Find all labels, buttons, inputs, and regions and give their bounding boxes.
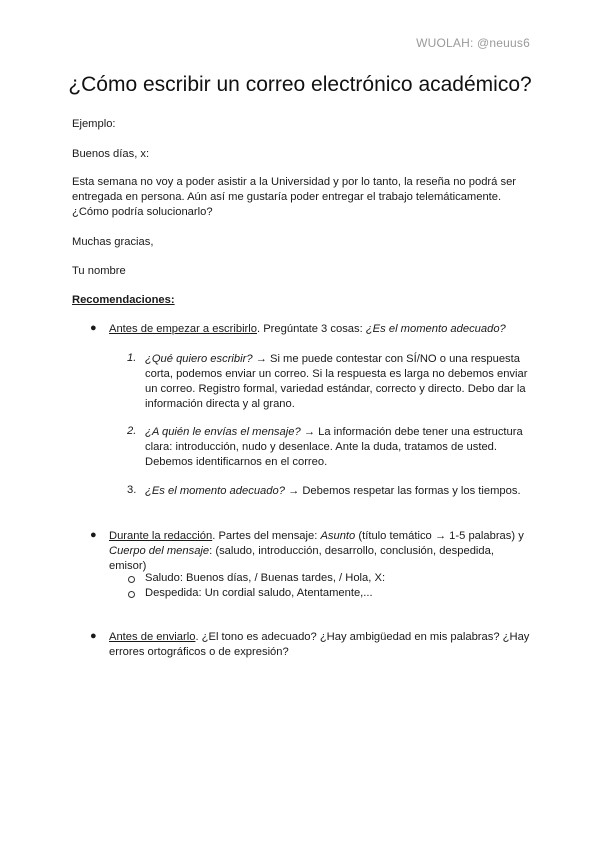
numbered-item-text: La información debe tener una estructura clara: introducción, nudo y desenlace. Ante la duda, tratamos de usted. Debemos identificarnos en el correo. (145, 426, 523, 468)
numbered-item-question: ¿A quién le envías el mensaje? (145, 426, 301, 438)
before-send-text: . ¿El tono es adecuado? ¿Hay ambigüedad en mis palabras? ¿Hay errores ortográficos o de expresión? (109, 631, 530, 658)
numbered-item (145, 352, 530, 412)
during-label: Durante la redacción (109, 530, 213, 542)
example-greeting: Buenos días, x: (72, 148, 150, 160)
example-label: Ejemplo: (72, 118, 116, 130)
recommendations-heading: Recomendaciones: (72, 294, 175, 306)
watermark: WUOLAH: @neuus6 (416, 36, 530, 50)
numbered-item (145, 425, 530, 470)
arrow-icon: → (300, 426, 319, 438)
circle-bullet-icon (128, 591, 135, 598)
circle-bullet-icon (128, 576, 135, 583)
numbered-item-marker: 2. (127, 425, 137, 437)
during-text: : (saludo, introducción, desarrollo, conclusión, despedida, emisor) (109, 545, 494, 572)
numbered-item-marker: 1. (127, 352, 137, 364)
bullet-icon: ● (90, 322, 97, 334)
numbered-item-question: ¿Qué quiero escribir? (145, 353, 253, 365)
during-body-label: Cuerpo del mensaje (109, 545, 210, 557)
arrow-icon: → (284, 485, 303, 497)
numbered-item-question: ¿Es el momento adecuado? (145, 485, 285, 497)
during-item (109, 529, 534, 574)
numbered-item (145, 484, 530, 499)
example-thanks: Muchas gracias, (72, 236, 154, 248)
sub-item: Despedida: Un cordial saludo, Atentamente,... (145, 587, 373, 599)
arrow-icon: → (252, 353, 270, 365)
during-text: . Partes del mensaje: (212, 530, 321, 542)
example-body: Esta semana no voy a poder asistir a la Universidad y por lo tanto, la reseña no podrá ser entregada en persona. Aún así me gustaría poder entregar el trabajo telemáticamente. ¿Cómo podría solucionarlo? (72, 176, 517, 218)
page-title: ¿Cómo escribir un correo electrónico académico? (68, 73, 532, 96)
before-start-label: Antes de empezar a escribirlo (109, 323, 257, 335)
during-subject: Asunto (320, 530, 356, 542)
numbered-item-text: Si me puede contestar con SÍ/NO o una respuesta corta, podemos enviar un correo. Si la respuesta es larga no debemos enviar un correo. Registro formal, variedad estándar, correcto y directo. Debo dar la información directa y al grano. (145, 353, 528, 410)
sub-item: Saludo: Buenos días, / Buenas tardes, / Hola, X: (145, 572, 386, 584)
during-text: (título temático → 1-5 palabras) y (355, 530, 524, 542)
before-start-text: . Pregúntate 3 cosas: (257, 323, 366, 335)
example-signature: Tu nombre (72, 265, 126, 277)
before-start-question: ¿Es el momento adecuado? (365, 323, 506, 335)
before-send-label: Antes de enviarlo (109, 631, 196, 643)
before-start-item (109, 322, 529, 337)
bullet-icon: ● (90, 529, 97, 541)
numbered-item-marker: 3. (127, 484, 137, 496)
numbered-item-text: Debemos respetar las formas y los tiempos. (302, 485, 521, 497)
bullet-icon: ● (90, 630, 97, 642)
before-send-item (109, 630, 534, 660)
